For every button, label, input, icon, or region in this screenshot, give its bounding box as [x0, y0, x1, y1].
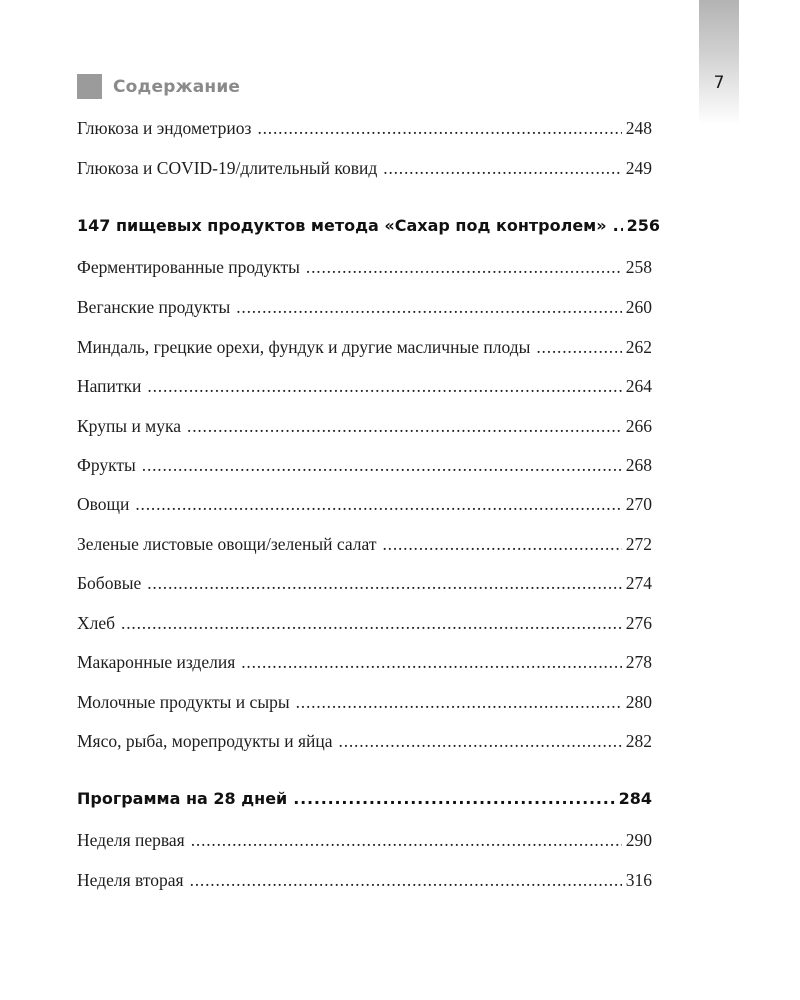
toc-entry-label: Фрукты [77, 455, 136, 475]
toc-entry-label: Программа на 28 дней [77, 789, 288, 808]
toc-entry-page: 268 [625, 455, 652, 475]
toc-entry-page: 270 [625, 494, 652, 514]
toc-entry-page: 276 [625, 613, 652, 633]
toc-dot-leader [382, 534, 621, 555]
toc-dot-leader [296, 692, 622, 713]
toc-entry-label: Крупы и мука [77, 416, 182, 436]
toc-dot-leader [383, 158, 621, 179]
toc-entry-label: Глюкоза и эндометриоз [77, 118, 252, 138]
toc-entry[interactable] [77, 870, 652, 891]
toc-entry[interactable] [77, 830, 652, 851]
toc-entry-label: Хлеб [77, 613, 116, 633]
section-title: Содержание [113, 76, 241, 97]
toc-dot-leader [187, 416, 622, 437]
toc-entry-page: 266 [625, 416, 652, 436]
toc-entry[interactable] [77, 158, 652, 179]
toc-dot-leader [536, 337, 621, 358]
toc-dot-leader [257, 118, 621, 139]
toc-entry-page: 249 [625, 158, 652, 178]
toc-entry-page: 258 [625, 257, 652, 277]
toc-entry[interactable] [77, 534, 652, 555]
toc-entry-label: Овощи [77, 494, 130, 514]
toc-entry[interactable] [77, 692, 652, 713]
toc-dot-leader [142, 455, 622, 476]
toc-entry-page: 282 [625, 731, 652, 751]
toc-dot-leader [190, 870, 622, 891]
toc-dot-leader [339, 731, 622, 752]
toc-entry[interactable] [77, 494, 652, 515]
toc-entry[interactable] [77, 416, 652, 437]
toc-entry[interactable] [77, 652, 652, 673]
page-number-tab [699, 0, 739, 125]
toc-dot-leader [191, 830, 622, 851]
toc-entry[interactable] [77, 118, 652, 139]
header-square-icon [77, 74, 102, 99]
toc-entry-label: Миндаль, грецкие орехи, фундук и другие масличные плоды [77, 337, 531, 357]
toc-entry[interactable] [77, 297, 652, 318]
toc-dot-leader [121, 613, 622, 634]
toc-entry-page: 278 [625, 652, 652, 672]
toc-entry-label: Веганские продукты [77, 297, 231, 317]
toc-dot-leader [135, 494, 621, 515]
toc-entry[interactable] [77, 731, 652, 752]
toc-entry[interactable] [77, 613, 652, 634]
toc-entry-page: 264 [625, 376, 652, 396]
toc-entry-page: 260 [625, 297, 652, 317]
toc-entry-label: Неделя первая [77, 830, 185, 850]
toc-entry-page: 248 [625, 118, 652, 138]
toc-entry-page: 284 [618, 789, 652, 808]
toc-entry-page: 262 [625, 337, 652, 357]
toc-entry-label: Глюкоза и COVID-19/длительный ковид [77, 158, 378, 178]
section-header [77, 74, 240, 99]
toc-entry-page: 274 [625, 573, 652, 593]
toc-entry[interactable] [77, 257, 652, 278]
toc-entry-label: Бобовые [77, 573, 142, 593]
toc-entry-label: Макаронные изделия [77, 652, 236, 672]
toc-entry-label: Молочные продукты и сыры [77, 692, 290, 712]
toc-entry[interactable] [77, 573, 652, 594]
toc-section-entry[interactable] [77, 789, 652, 808]
toc-entry-page: 280 [625, 692, 652, 712]
toc-entry-label: Мясо, рыба, морепродукты и яйца [77, 731, 333, 751]
toc-section-entry[interactable] [77, 216, 660, 235]
toc-dot-leader [241, 652, 622, 673]
page-number: 7 [713, 73, 725, 93]
toc-entry[interactable] [77, 376, 652, 397]
toc-dot-leader [613, 216, 623, 235]
toc-entry-label: Ферментированные продукты [77, 257, 300, 277]
toc-dot-leader [147, 573, 622, 594]
toc-entry-label: Напитки [77, 376, 142, 396]
toc-entry-page: 290 [625, 830, 652, 850]
toc-entry[interactable] [77, 455, 652, 476]
toc-entry-label: Зеленые листовые овощи/зеленый салат [77, 534, 377, 554]
toc-entry[interactable] [77, 337, 652, 358]
toc-entry-label: Неделя вторая [77, 870, 184, 890]
toc-dot-leader [236, 297, 622, 318]
toc-dot-leader [147, 376, 621, 397]
toc-entry-page: 272 [625, 534, 652, 554]
toc-entry-page: 256 [626, 216, 660, 235]
toc-dot-leader [306, 257, 622, 278]
toc-entry-label: 147 пищевых продуктов метода «Сахар под контролем» [77, 216, 607, 235]
toc-dot-leader [293, 789, 614, 808]
toc-entry-page: 316 [625, 870, 652, 890]
